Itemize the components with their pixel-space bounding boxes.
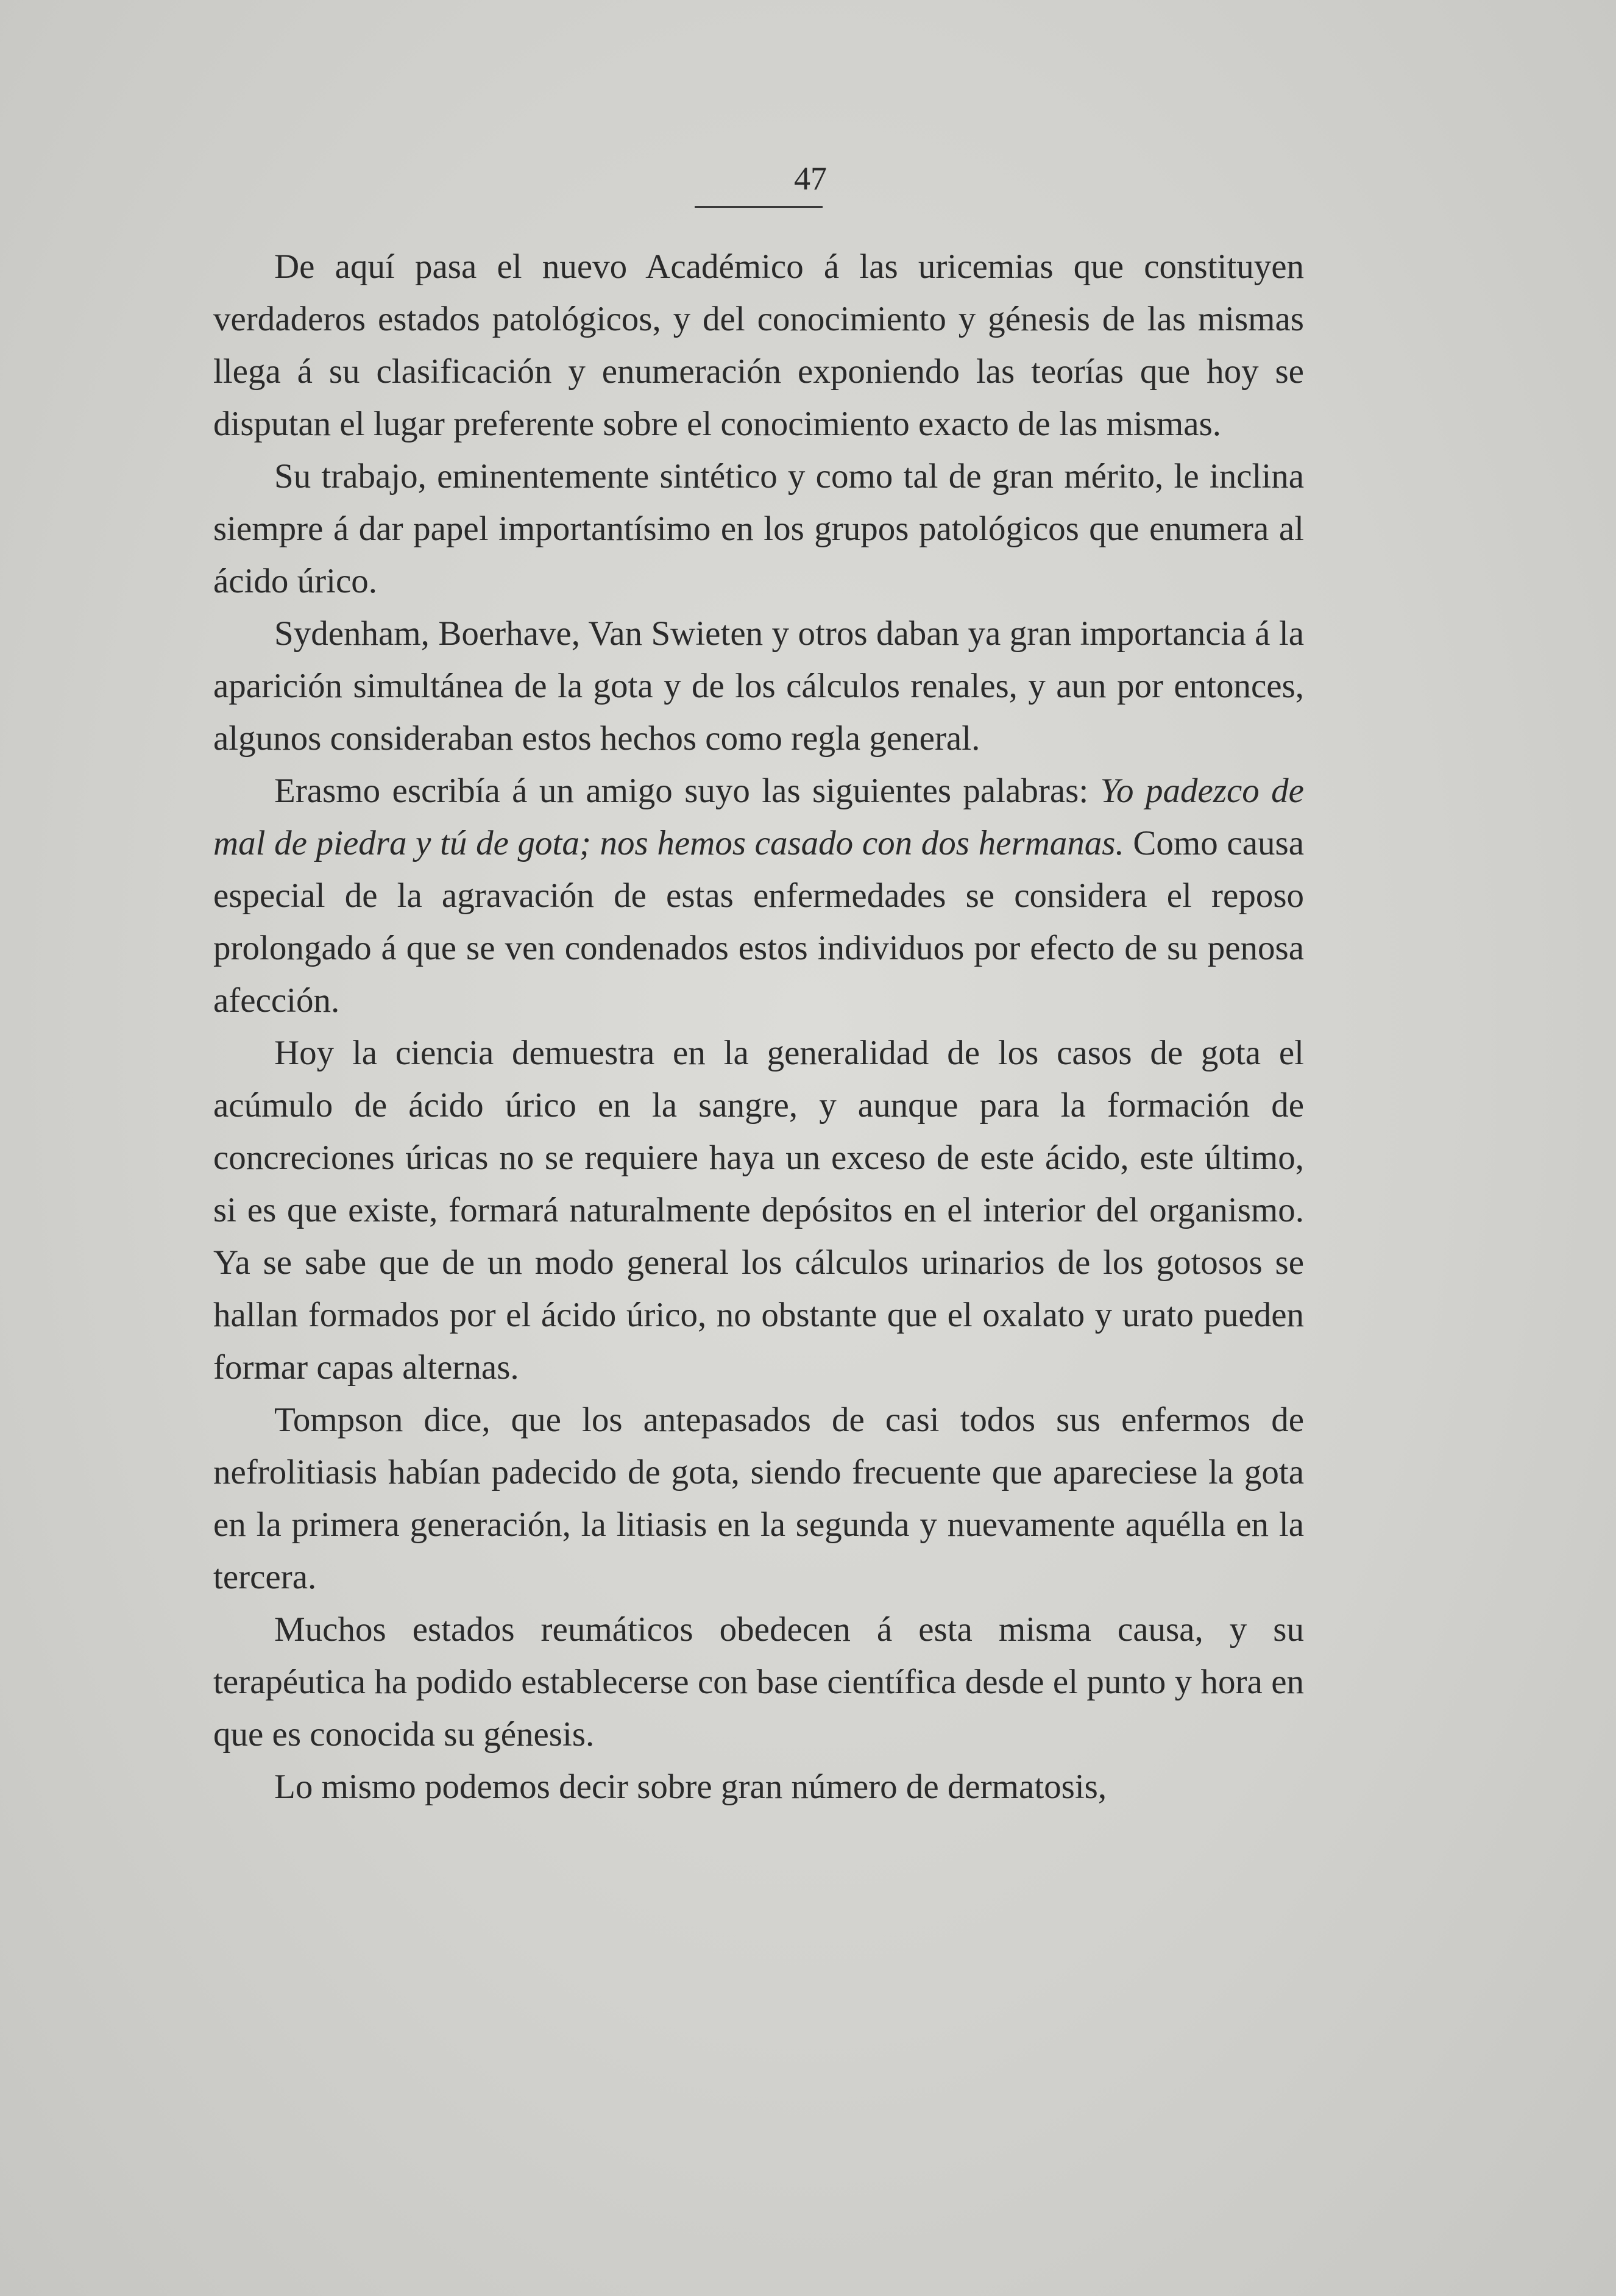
paragraph: Muchos estados reumáticos obedecen á esta misma causa, y su terapéutica ha podido establecerse con base científica desde el punto y hora en que es conocida su génesis. bbox=[213, 1610, 1304, 1754]
page-number: 47 bbox=[794, 160, 827, 197]
italic-quote: Yo padezco de mal de piedra y tú de gota; nos hemos casado con dos hermanas. bbox=[213, 772, 1304, 862]
body-text bbox=[213, 241, 1304, 1813]
paragraph-text: Erasmo escribía á un amigo suyo las siguientes palabras: bbox=[274, 772, 1100, 810]
page-number-rule bbox=[695, 206, 823, 208]
paragraph: Tompson dice, que los antepasados de casi todos sus enfermos de nefrolitiasis habían padecido de gota, siendo frecuente que apareciese la gota en la primera generación, la litiasis en la segunda y nuevamente aquélla en la tercera. bbox=[213, 1401, 1304, 1596]
paragraph: Lo mismo podemos decir sobre gran número de dermatosis, bbox=[274, 1768, 1107, 1806]
paragraph: Su trabajo, eminentemente sintético y como tal de gran mérito, le inclina siempre á dar papel importantísimo en los grupos patológicos que enumera al ácido úrico. bbox=[213, 457, 1304, 600]
paragraph: De aquí pasa el nuevo Académico á las uricemias que constituyen verdaderos estados patológicos, y del conocimiento y génesis de las mismas llega á su clasificación y enumeración exponiendo las teorías que hoy se disputan el lugar preferente sobre el conocimiento exacto de las mismas. bbox=[213, 247, 1304, 443]
paragraph: Sydenham, Boerhave, Van Swieten y otros daban ya gran importancia á la aparición simultánea de la gota y de los cálculos renales, y aun por entonces, algunos consideraban estos hechos como regla general. bbox=[213, 614, 1304, 758]
paragraph: Hoy la ciencia demuestra en la generalidad de los casos de gota el acúmulo de ácido úrico en la sangre, y aunque para la formación de concreciones úricas no se requiere haya un exceso de este ácido, este último, si es que existe, formará naturalmente depósitos en el interior del organismo. Ya se sabe que de un modo general los cálculos urinarios de los gotosos se hallan formados por el ácido úrico, no obstante que el oxalato y urato pueden formar capas alternas. bbox=[213, 1034, 1304, 1387]
paragraph-with-quote bbox=[213, 765, 1304, 1027]
paragraph-text: Como causa especial de la agravación de estas enfermedades se considera el reposo prolongado á que se ven condenados estos individuos por efecto de su penosa afección. bbox=[213, 824, 1304, 1020]
